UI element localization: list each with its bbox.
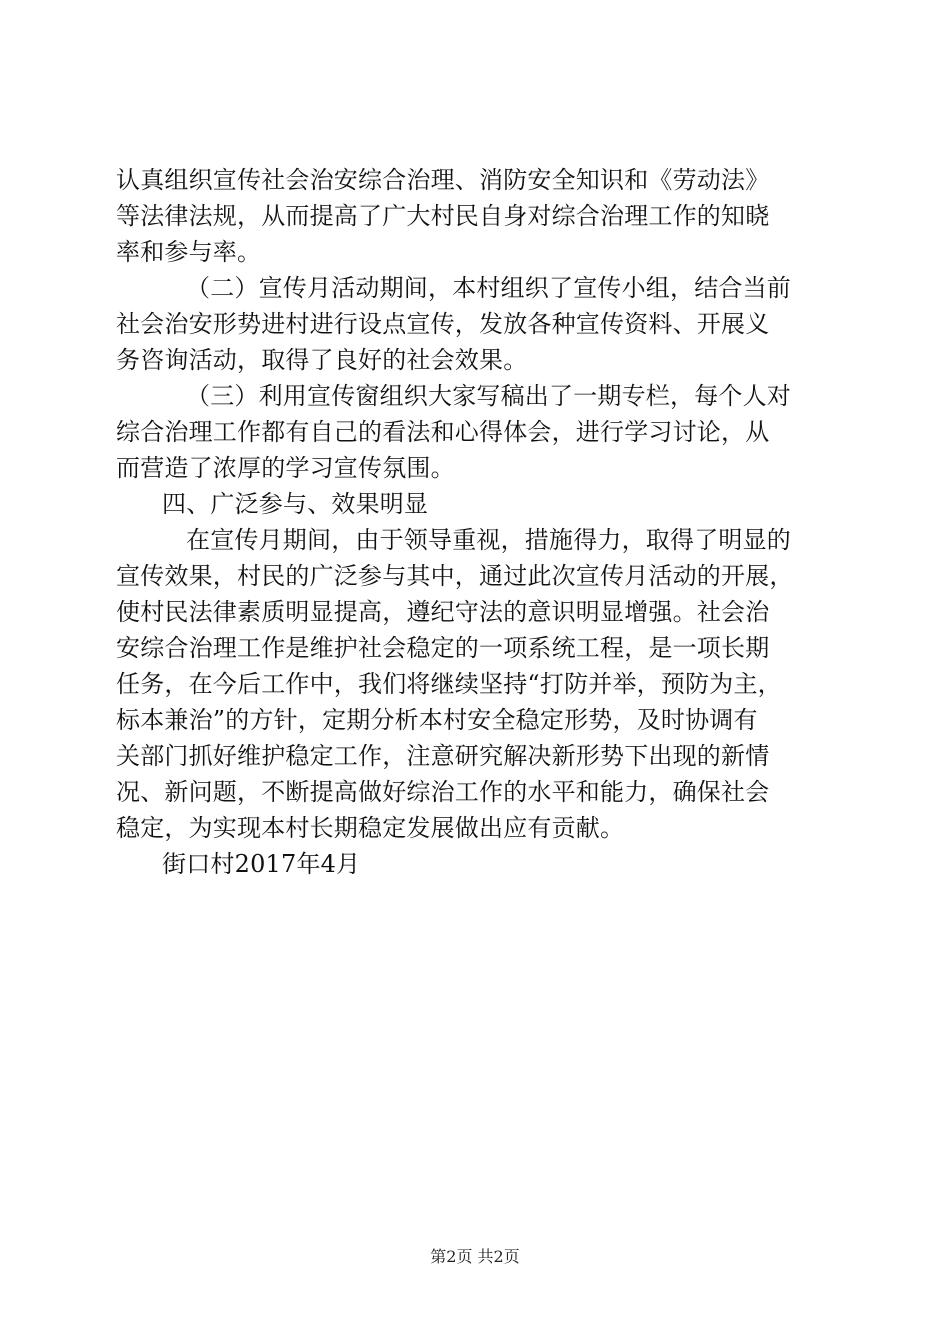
text-line: 使村民法律素质明显提高，遵纪守法的意识明显增强。社会治 (116, 598, 770, 626)
text-line: 务咨询活动，取得了良好的社会效果。 (116, 346, 528, 374)
text-line: 社会治安形势进村进行设点宣传，发放各种宣传资料、开展义 (116, 310, 770, 338)
signature-date: 街口村2017年4月 (162, 850, 361, 878)
document-body (116, 162, 838, 882)
text-line: 等法律法规，从而提高了广大村民自身对综合治理工作的知晓 (116, 202, 770, 230)
text-line: 任务，在今后工作中，我们将继续坚持“打防并举，预防为主， (116, 670, 782, 698)
text-line: 关部门抓好维护稳定工作，注意研究解决新形势下出现的新情 (116, 742, 770, 770)
page-number-footer: 第2页 共2页 (430, 1247, 520, 1266)
text-line: 综合治理工作都有自己的看法和心得体会，进行学习讨论，从 (116, 418, 770, 446)
text-line: 宣传效果，村民的广泛参与其中，通过此次宣传月活动的开展， (116, 562, 794, 590)
text-line: 标本兼治”的方针，定期分析本村安全稳定形势，及时协调有 (116, 706, 758, 734)
text-line: （三）利用宣传窗组织大家写稿出了一期专栏，每个人对 (186, 382, 791, 410)
text-line: （二）宣传月活动期间，本村组织了宣传小组，结合当前 (186, 274, 791, 302)
text-line: 稳定，为实现本村长期稳定发展做出应有贡献。 (116, 814, 625, 842)
section-heading: 四、广泛参与、效果明显 (162, 490, 429, 518)
text-line: 而营造了浓厚的学习宣传氛围。 (116, 454, 455, 482)
text-line: 况、新问题，不断提高做好综治工作的水平和能力，确保社会 (116, 778, 770, 806)
text-line: 安综合治理工作是维护社会稳定的一项系统工程，是一项长期 (116, 634, 770, 662)
text-line: 认真组织宣传社会治安综合治理、消防安全知识和《劳动法》 (116, 166, 770, 194)
text-line: 率和参与率。 (116, 238, 262, 266)
text-line: 在宣传月期间，由于领导重视，措施得力，取得了明显的 (186, 526, 791, 554)
